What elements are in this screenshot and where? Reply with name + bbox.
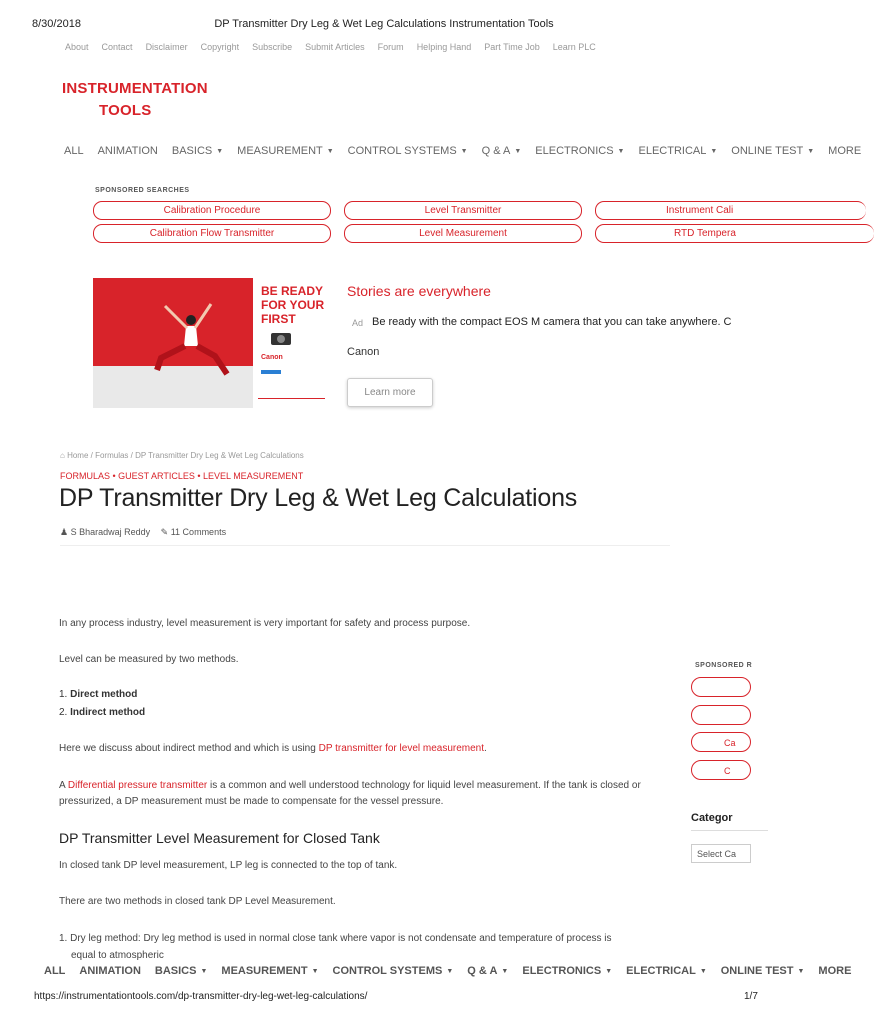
nav-label: ELECTRONICS: [535, 145, 614, 157]
nav-label: ANIMATION: [97, 145, 158, 157]
nav-label: ELECTRICAL: [626, 965, 696, 977]
top-nav-contact[interactable]: Contact: [101, 42, 133, 52]
nav-label: MEASUREMENT: [221, 965, 308, 977]
paragraph: In closed tank DP level measurement, LP leg is connected to the top of tank.: [59, 860, 398, 871]
top-nav-disclaimer[interactable]: Disclaimer: [145, 42, 188, 52]
sidebar-categories-heading: Categor: [691, 812, 733, 824]
text: is a common and well understood technology for liquid level measurement. If the tank is closed or pressurized, a DP measurement must be made to compensate for the vessel pressure.: [59, 780, 641, 807]
nav-animation[interactable]: [98, 145, 158, 157]
nav-electrical[interactable]: [638, 145, 717, 157]
list-item: 2. Indirect method: [59, 707, 146, 718]
sidebar-sponsored-link[interactable]: Ca: [691, 732, 751, 752]
sponsored-search-link[interactable]: Calibration Procedure: [93, 201, 331, 220]
nav-measurement[interactable]: [237, 145, 334, 157]
nav-all[interactable]: [44, 965, 65, 977]
nav-basics[interactable]: [172, 145, 223, 157]
breadcrumb: [60, 451, 304, 460]
ad-side-panel: [258, 278, 325, 408]
nav-more[interactable]: [828, 145, 861, 157]
divider: [691, 830, 768, 831]
paragraph: There are two methods in closed tank DP Level Measurement.: [59, 896, 336, 907]
caret-down-icon: ▼: [326, 147, 334, 155]
jumping-person-illustration: [153, 298, 233, 388]
camera-icon: [270, 330, 292, 346]
page-title: DP Transmitter Dry Leg & Wet Leg Calculations: [59, 484, 578, 512]
logo-line-1: INSTRUMENTATION: [62, 80, 208, 97]
nav-electronics[interactable]: [522, 965, 612, 977]
nav-label: ALL: [44, 965, 66, 977]
ad-image-brand: Canon: [261, 354, 283, 361]
top-nav-submit-articles[interactable]: Submit Articles: [305, 42, 365, 52]
nav-label: MORE: [828, 145, 862, 157]
site-logo[interactable]: [62, 78, 208, 122]
article-meta: [60, 527, 226, 538]
headline-line: BE READY: [261, 284, 324, 298]
methods-list: [59, 686, 145, 722]
top-nav-about[interactable]: About: [65, 42, 89, 52]
nav-more[interactable]: [818, 965, 851, 977]
caret-down-icon: ▼: [311, 967, 319, 975]
top-nav-forum[interactable]: Forum: [377, 42, 404, 52]
nav-label: CONTROL SYSTEMS: [347, 145, 457, 157]
nav-label: ANIMATION: [79, 965, 141, 977]
caret-down-icon: ▼: [807, 147, 815, 155]
ad-description: Be ready with the compact EOS M camera that you can take anywhere. C: [372, 316, 732, 328]
list-item-text: Direct method: [70, 689, 138, 700]
print-title: DP Transmitter Dry Leg & Wet Leg Calculations Instrumentation Tools: [214, 18, 554, 30]
sponsored-search-link[interactable]: Level Transmitter: [344, 201, 582, 220]
sponsored-search-link[interactable]: Level Measurement: [344, 224, 582, 243]
text: .: [484, 743, 487, 754]
sponsored-search-link[interactable]: Instrument Cali: [595, 201, 866, 220]
dp-transmitter-link[interactable]: DP transmitter for level measurement: [318, 743, 485, 754]
caret-down-icon: ▼: [710, 147, 718, 155]
headline-line: FIRST: [261, 312, 296, 326]
paragraph: Level can be measured by two methods.: [59, 654, 239, 665]
sidebar-sponsored-label: SPONSORED R: [695, 662, 753, 669]
learn-more-button[interactable]: Learn more: [347, 378, 433, 407]
sponsored-search-link[interactable]: RTD Tempera: [595, 224, 874, 243]
caret-down-icon: ▼: [514, 147, 522, 155]
nav-label: MORE: [818, 965, 852, 977]
print-date: 8/30/2018: [32, 18, 81, 30]
caret-down-icon: ▼: [200, 967, 208, 975]
ad-image[interactable]: [93, 278, 325, 408]
nav-label: BASICS: [154, 965, 197, 977]
caret-down-icon: ▼: [501, 967, 509, 975]
nav-control-systems[interactable]: [333, 965, 454, 977]
text: A: [59, 780, 68, 791]
nav-label: MEASUREMENT: [237, 145, 323, 157]
comments-link[interactable]: 11 Comments: [170, 527, 227, 537]
ad-image-headline: [261, 284, 324, 326]
caret-down-icon: ▼: [460, 147, 468, 155]
sticky-nav: [44, 965, 852, 977]
list-item: 1. Direct method: [59, 689, 138, 700]
top-nav-helping-hand[interactable]: Helping Hand: [416, 42, 472, 52]
list-item-text: Indirect method: [70, 707, 146, 718]
caret-down-icon: ▼: [797, 967, 805, 975]
main-nav: [64, 145, 862, 157]
headline-line: FOR YOUR: [261, 298, 325, 312]
section-heading: DP Transmitter Level Measurement for Closed Tank: [59, 830, 380, 846]
nav-basics[interactable]: [155, 965, 208, 977]
nav-label: ONLINE TEST: [731, 145, 804, 157]
text: Here we discuss about indirect method and which is using: [59, 743, 319, 754]
top-nav-copyright[interactable]: Copyright: [200, 42, 240, 52]
ad-blue-button: [261, 370, 281, 374]
caret-down-icon: ▼: [699, 967, 707, 975]
author-link[interactable]: S Bharadwaj Reddy: [70, 527, 151, 537]
category-select[interactable]: Select Ca: [691, 844, 751, 863]
home-icon: ⌂: [60, 451, 65, 460]
top-nav: [65, 42, 596, 52]
top-nav-learn-plc[interactable]: Learn PLC: [552, 42, 596, 52]
nav-measurement[interactable]: [221, 965, 318, 977]
comment-icon: ✎: [160, 527, 169, 537]
sidebar-sponsored-link[interactable]: C: [691, 760, 751, 780]
page-url: https://instrumentationtools.com/dp-transmitter-dry-leg-wet-leg-calculations/: [34, 991, 368, 1002]
nav-label: Q & A: [481, 145, 511, 157]
nav-electronics[interactable]: [535, 145, 624, 157]
logo-line-2: TOOLS: [99, 102, 152, 119]
divider: [60, 545, 670, 546]
article-categories[interactable]: FORMULAS • GUEST ARTICLES • LEVEL MEASUREMENT: [60, 471, 304, 481]
list-item-text: Dry leg method: Dry leg method is used in normal close tank where vapor is not condensate and temperature of process is: [70, 933, 612, 944]
nav-all[interactable]: [64, 145, 84, 157]
top-nav-subscribe[interactable]: Subscribe: [252, 42, 293, 52]
paragraph: In any process industry, level measurement is very important for safety and process purpose.: [59, 618, 471, 629]
caret-down-icon: ▼: [605, 967, 613, 975]
nav-control-systems[interactable]: [348, 145, 468, 157]
sidebar-sponsored-link[interactable]: [691, 677, 751, 697]
list-item-continuation: equal to atmospheric: [71, 950, 164, 961]
ad-brand: Canon: [347, 346, 380, 358]
caret-down-icon: ▼: [446, 967, 454, 975]
nav-label: CONTROL SYSTEMS: [332, 965, 443, 977]
ad-label: Ad: [352, 318, 364, 328]
caret-down-icon: ▼: [617, 147, 625, 155]
paragraph: [59, 778, 671, 810]
nav-qa[interactable]: [482, 145, 522, 157]
list-item: 1. Dry leg method: Dry leg method is used in normal close tank where vapor is not condensate and temperature of process is: [59, 933, 612, 944]
ad-title[interactable]: Stories are everywhere: [347, 283, 491, 299]
nav-label: Q & A: [467, 965, 498, 977]
nav-label: ONLINE TEST: [720, 965, 794, 977]
caret-down-icon: ▼: [216, 147, 224, 155]
user-icon: ♟: [60, 527, 69, 537]
nav-qa[interactable]: [467, 965, 508, 977]
sidebar-sponsored-link[interactable]: [691, 705, 751, 725]
nav-online-test[interactable]: [731, 145, 814, 157]
nav-label: ELECTRONICS: [522, 965, 602, 977]
page-number: 1/7: [744, 991, 758, 1002]
nav-online-test[interactable]: [721, 965, 805, 977]
nav-label: ALL: [64, 145, 84, 157]
nav-electrical[interactable]: [626, 965, 707, 977]
paragraph: [59, 741, 671, 757]
sponsored-label: SPONSORED SEARCHES: [95, 187, 190, 194]
nav-label: BASICS: [171, 145, 213, 157]
differential-pressure-transmitter-link[interactable]: Differential pressure transmitter: [67, 780, 208, 791]
top-nav-part-time-job[interactable]: Part Time Job: [484, 42, 540, 52]
ad-image-rule: [258, 398, 325, 399]
nav-animation[interactable]: [79, 965, 141, 977]
nav-label: ELECTRICAL: [638, 145, 707, 157]
sponsored-search-link[interactable]: Calibration Flow Transmitter: [93, 224, 331, 243]
breadcrumb-text[interactable]: Home / Formulas / DP Transmitter Dry Leg & Wet Leg Calculations: [67, 451, 304, 460]
